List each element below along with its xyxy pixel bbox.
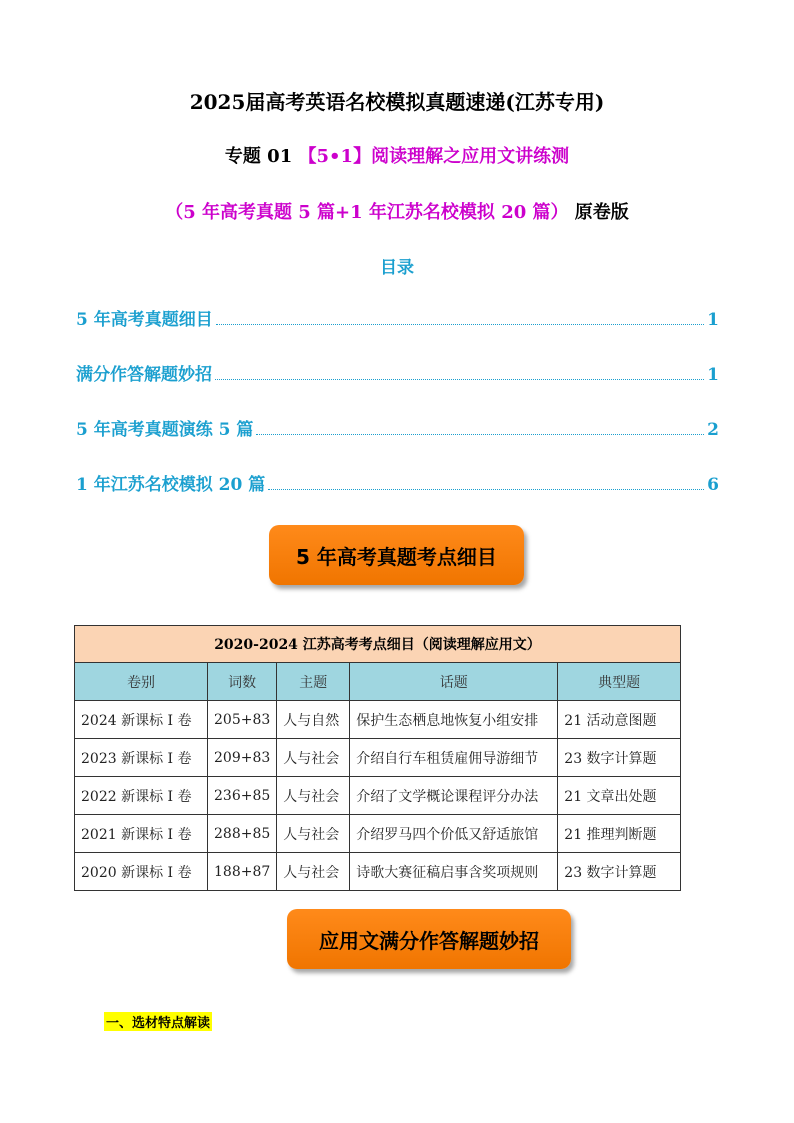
toc-heading: 目录 [380,258,414,278]
column-header-theme: 主题 [277,663,350,701]
version-label: 原卷版 [574,202,629,223]
cell-topic: 保护生态栖息地恢复小组安排 [350,701,558,739]
toc-leader [256,434,704,435]
cell-words: 188+87 [208,853,277,891]
cell-theme: 人与自然 [277,701,350,739]
toc-entry[interactable] [76,471,719,495]
toc-leader [216,324,704,325]
cell-question-type: 21 文章出处题 [558,777,681,815]
table-row [75,739,681,777]
toc-entry[interactable] [76,361,719,385]
toc-entry[interactable] [76,306,719,330]
cell-paper: 2020 新课标 I 卷 [75,853,208,891]
document-title: 2025届高考英语名校模拟真题速递(江苏专用) [189,90,605,114]
cell-theme: 人与社会 [277,777,350,815]
section-banner-answer-tips: 应用文满分作答解题妙招 [287,909,571,969]
toc-entry-page: 2 [707,420,719,440]
cell-paper: 2021 新课标 I 卷 [75,815,208,853]
cell-words: 236+85 [208,777,277,815]
toc-entry-label: 满分作答解题妙招 [76,365,212,385]
table-header-row [75,663,681,701]
cell-topic: 诗歌大赛征稿启事含奖项规则 [350,853,558,891]
cell-question-type: 21 推理判断题 [558,815,681,853]
cell-theme: 人与社会 [277,815,350,853]
table-caption-row [75,626,681,663]
cell-words: 205+83 [208,701,277,739]
toc-entry-label: 1 年江苏名校模拟 20 篇 [76,475,266,495]
cell-question-type: 23 数字计算题 [558,739,681,777]
toc-entry[interactable] [76,416,719,440]
section-banner-exam-details: 5 年高考真题考点细目 [269,525,524,585]
table-row [75,815,681,853]
cell-words: 209+83 [208,739,277,777]
cell-paper: 2022 新课标 I 卷 [75,777,208,815]
topic-subtitle [0,198,794,224]
column-header-paper: 卷别 [75,663,208,701]
toc-entry-page: 1 [707,310,719,330]
toc-entry-page: 6 [707,475,719,495]
column-header-question-type: 典型题 [558,663,681,701]
cell-topic: 介绍罗马四个价低又舒适旅馆 [350,815,558,853]
toc-entry-label: 5 年高考真题细目 [76,310,213,330]
topic-name: 【5•1】阅读理解之应用文讲练测 [298,146,570,167]
cell-paper: 2023 新课标 I 卷 [75,739,208,777]
cell-words: 288+85 [208,815,277,853]
cell-topic: 介绍自行车租赁雇佣导游细节 [350,739,558,777]
cell-question-type: 21 活动意图题 [558,701,681,739]
toc-entry-page: 1 [707,365,719,385]
table-row [75,777,681,815]
section-label-highlighted: 一、选材特点解读 [104,1012,212,1031]
table-caption: 2020-2024 江苏高考考点细目（阅读理解应用文） [75,626,681,663]
table-row [75,853,681,891]
exam-details-table [74,625,681,891]
column-header-topic: 话题 [350,663,558,701]
toc-leader [215,379,704,380]
column-header-words: 词数 [208,663,277,701]
cell-question-type: 23 数字计算题 [558,853,681,891]
topic-title [0,142,794,168]
toc-entry-label: 5 年高考真题演练 5 篇 [76,420,254,440]
cell-theme: 人与社会 [277,739,350,777]
topic-scope: （5 年高考真题 5 篇+1 年江苏名校模拟 20 篇） [165,202,569,223]
table-row [75,701,681,739]
cell-theme: 人与社会 [277,853,350,891]
cell-paper: 2024 新课标 I 卷 [75,701,208,739]
cell-topic: 介绍了文学概论课程评分办法 [350,777,558,815]
topic-number: 专题 01 [224,146,293,167]
toc-leader [268,489,704,490]
